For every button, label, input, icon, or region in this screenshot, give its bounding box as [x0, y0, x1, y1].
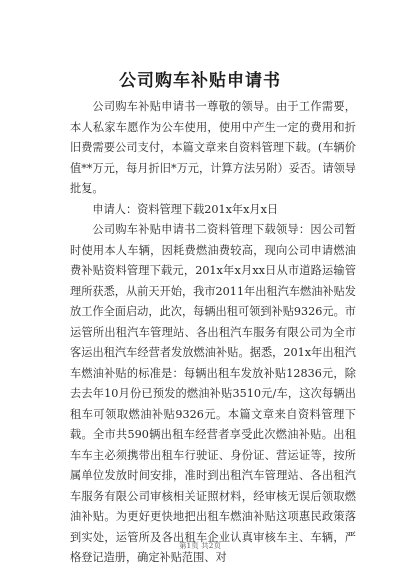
page-number: 第1页 共2页	[179, 541, 221, 550]
paragraph-fuel-subsidy: 公司购车补贴申请书二资料管理下载领导：因公司暂时使用本人车辆，因耗费燃油费较高，现向公司申请燃油费补贴资料管理下载元，201x年x月xx日从市道路运输管理所获悉，从前天开始，我市2011年出租汽车燃油补贴发放工作全面启动，此次，每辆出租可领到补贴9326元。市运管所出租汽车管理站、各出租汽车服务有限公司为全市客运出租汽车经营者发放燃油补贴。据悉，201x年出租汽车燃油补贴的标准是：每辆出租车发放补贴12836元，除去去年10月份已预发的燃油补贴3510元/车，这次每辆出租车可领取燃油补贴9326元。本篇文章来自资料管理下载。全市共590辆出租车经营者享受此次燃油补贴。出租车车主必须携带出租车行驶证、身份证、营运证等，按所属单位发放时间安排，准时到出租汽车管理站、各出租汽车服务有限公司审核相关证照材料，经审核无误后领取燃油补贴。为更好更快地把出租车燃油补贴这项惠民政策落到实处，运管所及各出租车企业认真审核车主、车辆，严格登记造册，确定补贴范围、对	[70, 223, 356, 564]
document-title: 公司购车补贴申请书	[119, 71, 281, 91]
paragraph-request: 公司购车补贴申请书一尊敬的领导。由于工作需要，本人私家车愿作为公车使用，使用中产生一定的费用和折旧费需要公司支付，本篇文章来自资料管理下载。(车辆价值**万元，每月折旧*万元，计算方法另附）妥否。请领导批复。	[70, 100, 356, 195]
paragraph-applicant: 申请人：资料管理下载201x年x月x日	[92, 202, 279, 216]
document-body	[70, 97, 356, 569]
